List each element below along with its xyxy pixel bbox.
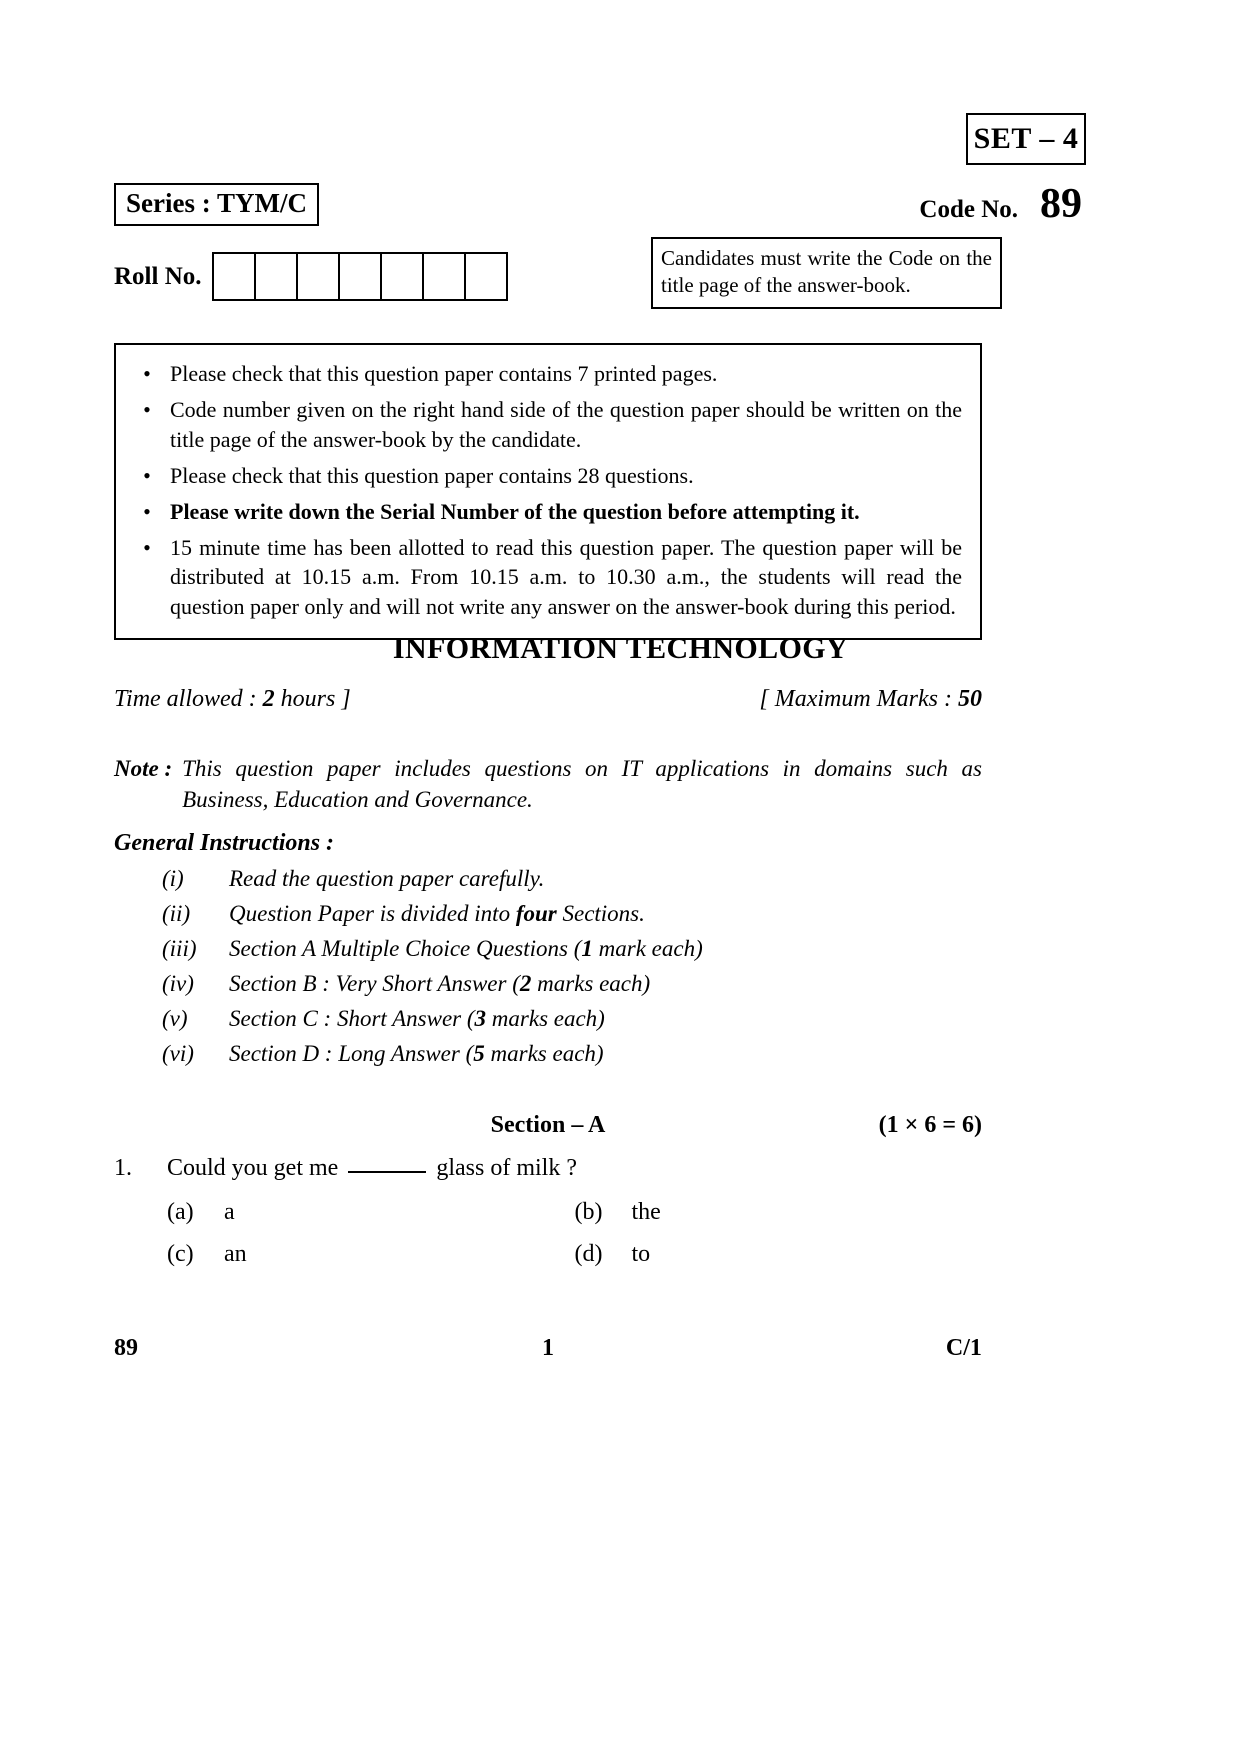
option-c-key: (c): [167, 1241, 194, 1267]
section-a-title: Section – A: [490, 1112, 606, 1138]
instruction-text: 15 minute time has been allotted to read this question paper. The question paper will be distributed at 10.15 a.m. From 10.15 a.m. to 10.30 a.m., the students will read the question paper only and will not write any answer on the answer-book during this period.: [170, 534, 962, 620]
general-instruction-text: Section C : Short Answer (3 marks each): [229, 1006, 605, 1031]
instruction-item: [124, 461, 962, 491]
footer-code: 89: [114, 1335, 138, 1361]
general-instruction-number: (iv): [162, 971, 194, 996]
note-row: [114, 753, 982, 816]
instruction-text: Please write down the Serial Number of the question before attempting it.: [170, 498, 860, 524]
page-footer: [114, 1335, 982, 1362]
series-box: Series : TYM/C: [114, 183, 319, 226]
option-d-value: to: [631, 1241, 651, 1267]
instruction-text: Please check that this question paper contains 28 questions.: [170, 462, 694, 488]
option-b-key: (b): [574, 1199, 603, 1225]
general-instruction-item: [114, 936, 982, 971]
code-number-label: Code No.: [919, 196, 1018, 223]
bullet-icon: •: [143, 498, 151, 524]
question-1-options-row-1: [167, 1199, 982, 1226]
general-instruction-text: Question Paper is divided into four Sections.: [229, 901, 645, 926]
note-label: Note :: [114, 756, 173, 781]
option-a[interactable]: [167, 1199, 575, 1226]
general-instruction-number: (ii): [162, 901, 191, 926]
roll-number-cell[interactable]: [466, 254, 506, 299]
general-instructions-title: General Instructions :: [114, 830, 335, 856]
option-a-value: a: [224, 1199, 235, 1225]
instruction-text: Code number given on the right hand side of the question paper should be written on the title page of the answer-book by the candidate.: [170, 396, 962, 452]
general-instruction-item: [114, 866, 982, 901]
candidates-note-box: Candidates must write the Code on the title page of the answer-book.: [651, 237, 1002, 309]
general-instruction-text: Section B : Very Short Answer (2 marks each): [229, 971, 651, 996]
option-b[interactable]: [575, 1199, 983, 1226]
general-instruction-number: (i): [162, 866, 184, 891]
roll-number-cell[interactable]: [256, 254, 298, 299]
roll-number-cell[interactable]: [214, 254, 256, 299]
option-d-key: (d): [574, 1241, 603, 1267]
roll-number-cell[interactable]: [340, 254, 382, 299]
question-1-blank: [348, 1171, 426, 1173]
roll-number-label: Roll No.: [114, 262, 202, 290]
question-1-text: [167, 1155, 982, 1182]
footer-page-number: 1: [541, 1335, 554, 1361]
time-allowed: Time allowed : 2 hours ]: [114, 686, 351, 712]
option-b-value: the: [631, 1199, 661, 1225]
maximum-marks: [ Maximum Marks : 50: [759, 686, 982, 712]
general-instruction-number: (iii): [162, 936, 197, 961]
section-a-marks: (1 × 6 = 6): [878, 1112, 982, 1138]
note-text: This question paper includes questions on IT applications in domains such as Business, Education and Governance.: [182, 756, 982, 813]
instructions-box: [114, 343, 982, 640]
set-box: SET – 4: [966, 113, 1086, 165]
page-title: INFORMATION TECHNOLOGY: [392, 632, 849, 665]
instruction-item: [124, 533, 962, 623]
question-1-row: [114, 1155, 982, 1182]
bullet-icon: •: [143, 534, 151, 560]
general-instruction-number: (v): [162, 1006, 188, 1031]
roll-number-group: [114, 252, 508, 301]
general-instruction-item: [114, 901, 982, 936]
option-c[interactable]: [167, 1241, 575, 1268]
question-1-options-row-2: [167, 1241, 982, 1268]
question-1-text-after: glass of milk ?: [436, 1155, 577, 1181]
instruction-text: Please check that this question paper contains 7 printed pages.: [170, 361, 718, 386]
general-instruction-text: Read the question paper carefully.: [229, 866, 545, 891]
code-number-group: [810, 183, 1082, 225]
option-c-value: an: [224, 1241, 247, 1267]
roll-number-cell[interactable]: [424, 254, 466, 299]
question-1-number: 1.: [114, 1155, 132, 1181]
general-instruction-text: Section A Multiple Choice Questions (1 mark each): [229, 936, 703, 961]
instruction-item: [124, 395, 962, 455]
bullet-icon: •: [143, 462, 151, 488]
question-1-text-before: Could you get me: [167, 1155, 339, 1181]
general-instructions-list: [114, 866, 982, 1076]
bullet-icon: •: [143, 396, 151, 422]
roll-number-cell[interactable]: [298, 254, 340, 299]
option-a-key: (a): [167, 1199, 194, 1225]
instruction-item: [124, 359, 962, 389]
general-instruction-number: (vi): [162, 1041, 194, 1066]
general-instruction-item: [114, 1041, 982, 1076]
roll-number-cell[interactable]: [382, 254, 424, 299]
general-instruction-item: [114, 971, 982, 1006]
general-instruction-item: [114, 1006, 982, 1041]
code-number-value: 89: [1040, 181, 1082, 227]
footer-series: C/1: [945, 1335, 982, 1361]
option-d[interactable]: [575, 1241, 983, 1268]
bullet-icon: •: [143, 361, 151, 386]
time-and-marks-row: [114, 686, 982, 713]
general-instruction-text: Section D : Long Answer (5 marks each): [229, 1041, 604, 1066]
instruction-item: [124, 497, 962, 527]
roll-number-input-grid[interactable]: [212, 252, 508, 301]
